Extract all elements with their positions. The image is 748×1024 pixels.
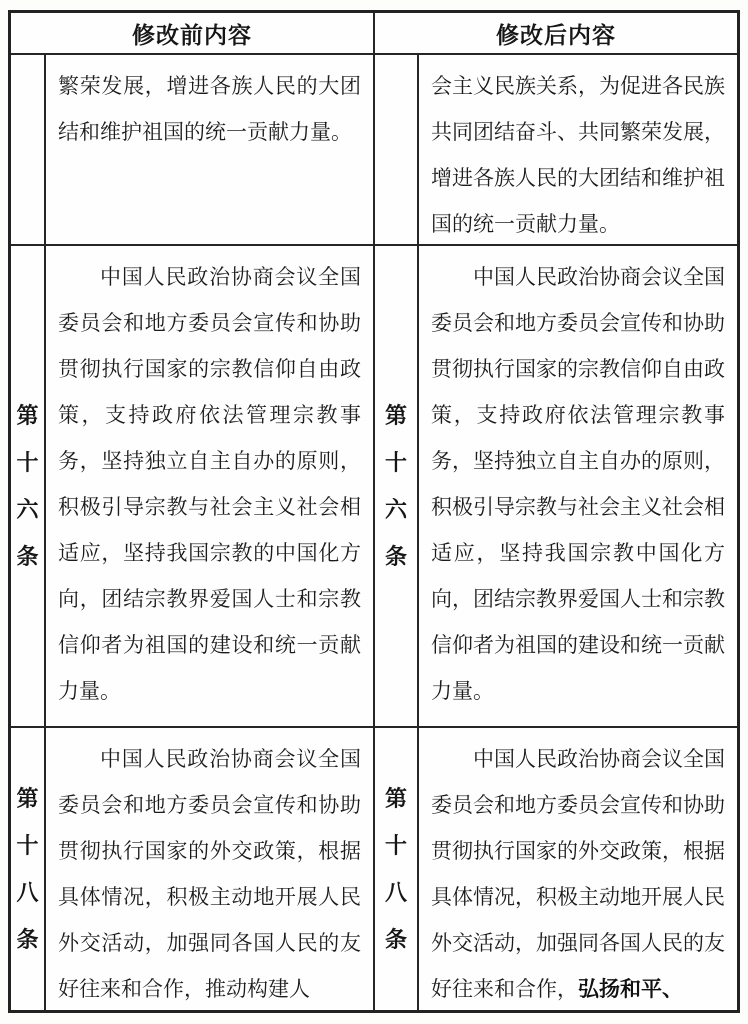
column-header-before	[11, 13, 375, 55]
article-number-before-row2	[11, 246, 46, 728]
column-header-after-label: 修改后内容	[496, 21, 616, 48]
before-paragraph: 中国人民政治协商会议全国委员会和地方委员会宣传和协助贯彻执行国家的宗教信仰自由政策，支持政府依法管理宗教事务，坚持独立自主自办的原则，积极引导宗教与社会主义社会相适应，坚持我国宗教的中国化方向，团结宗教界爱国人士和宗教信仰者为祖国的建设和统一贡献力量。	[58, 265, 361, 703]
after-paragraph: 中国人民政治协商会议全国委员会和地方委员会宣传和协助贯彻执行国家的外交政策，根据具体情况，积极主动地开展人民外交活动，加强同各国人民的友好往来和合作，	[431, 747, 725, 1001]
column-header-before-label: 修改前内容	[132, 21, 252, 48]
before-text-row2	[46, 246, 375, 728]
article-number-before-row3	[11, 728, 46, 1010]
after-paragraph: 中国人民政治协商会议全国委员会和地方委员会宣传和协助贯彻执行国家的宗教信仰自由政策，支持政府依法管理宗教事务，坚持独立自主自办的原则，积极引导宗教与社会主义社会相适应，坚持我国宗教中国化方向，团结宗教界爱国人士和宗教信仰者为祖国的建设和统一贡献力量。	[431, 265, 725, 703]
after-text-row2	[419, 246, 737, 728]
before-paragraph: 繁荣发展，增进各族人民的大团结和维护祖国的统一贡献力量。	[58, 74, 361, 144]
article-number-label: 第十八条	[384, 786, 407, 952]
article-number-label: 第十六条	[16, 403, 39, 569]
revision-comparison-table	[8, 10, 740, 1013]
article-number-before-row1	[11, 55, 46, 246]
before-text-row3	[46, 728, 375, 1010]
after-paragraph: 会主义民族关系，为促进各民族共同团结奋斗、共同繁荣发展，增进各族人民的大团结和维护祖国的统一贡献力量。	[431, 74, 725, 236]
column-header-after	[375, 13, 737, 55]
after-paragraph-added-bold: 弘扬和平、	[578, 978, 683, 1001]
article-number-label: 第十八条	[16, 786, 39, 952]
article-number-after-row3	[375, 728, 419, 1010]
before-paragraph: 中国人民政治协商会议全国委员会和地方委员会宣传和协助贯彻执行国家的外交政策，根据具体情况，积极主动地开展人民外交活动，加强同各国人民的友好往来和合作，推动构建人	[58, 747, 361, 1001]
article-number-after-row2	[375, 246, 419, 728]
article-number-label: 第十六条	[384, 403, 407, 569]
after-text-row3	[419, 728, 737, 1010]
after-text-row1	[419, 55, 737, 246]
before-text-row1	[46, 55, 375, 246]
article-number-after-row1	[375, 55, 419, 246]
